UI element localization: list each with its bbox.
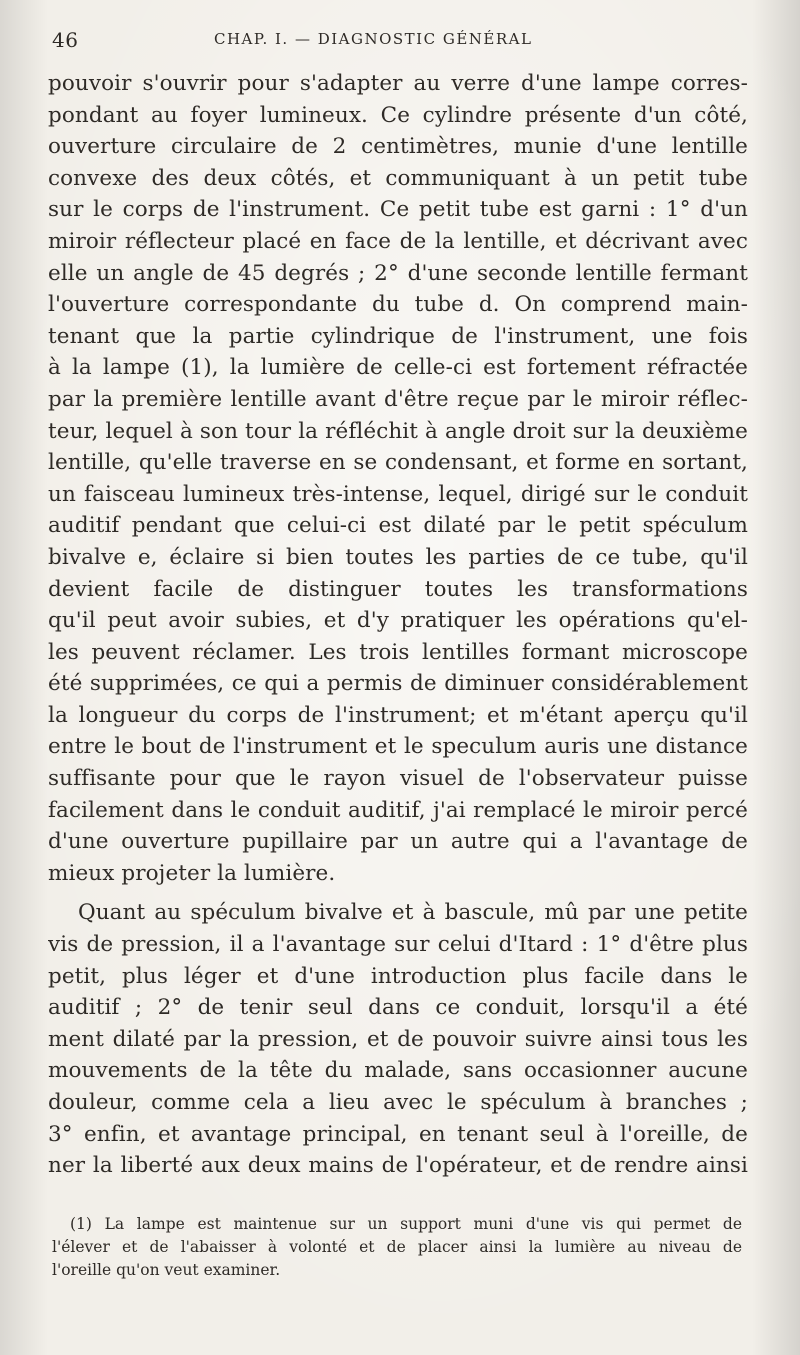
text-line: facilement dans le conduit auditif, j'ai remplacé le miroir percé (48, 797, 748, 823)
text-line: entre le bout de l'instrument et le speculum auris une distance (48, 734, 748, 760)
text-line: lentille, qu'elle traverse en se condensant, et forme en sortant, (48, 450, 748, 476)
paragraph-2 (48, 897, 748, 1181)
text-line: pondant au foyer lumineux. Ce cylindre présente d'un côté, (48, 102, 748, 128)
text-line: pouvoir s'ouvrir pour s'adapter au verre d'une lampe corres- (48, 71, 748, 96)
text-line: devient facile de distinguer toutes les transformations (48, 576, 748, 602)
text-line: l'ouverture correspondante du tube d. On comprend main- (48, 292, 748, 318)
text-line: petit, plus léger et d'une introduction plus facile dans le (48, 963, 748, 989)
text-line: teur, lequel à son tour la réfléchit à angle droit sur la deuxième (48, 418, 748, 444)
footnote-line: (1) La lampe est maintenue sur un support muni d'une vis qui permet de (70, 1215, 742, 1233)
text-line: la longueur du corps de l'instrument; et m'étant aperçu qu'il (48, 702, 748, 728)
text-line: mieux projeter la lumière. (48, 860, 336, 886)
text-line: ment dilaté par la pression, et de pouvoir suivre ainsi tous les (48, 1026, 748, 1052)
footnote-line: l'oreille qu'on veut examiner. (52, 1261, 281, 1279)
text-line: ouverture circulaire de 2 centimètres, munie d'une lentille (48, 134, 748, 160)
text-line: vis de pression, il a l'avantage sur celui d'Itard : 1° d'être plus (48, 932, 748, 958)
body-text (48, 68, 748, 1182)
text-line: 3° enfin, et avantage principal, en tenant seul à l'oreille, de (48, 1121, 748, 1147)
text-line: convexe des deux côtés, et communiquant à un petit tube (48, 165, 748, 191)
text-line: à la lampe (1), la lumière de celle-ci est fortement réfractée (48, 355, 748, 381)
text-line: douleur, comme cela a lieu avec le spéculum à branches ; (48, 1090, 748, 1115)
running-head (52, 28, 742, 58)
text-line: tenant que la partie cylindrique de l'instrument, une fois (48, 323, 748, 349)
text-line: qu'il peut avoir subies, et d'y pratiquer les opérations qu'el- (48, 608, 748, 634)
text-line: auditif pendant que celui-ci est dilaté par le petit spéculum (48, 513, 748, 539)
text-line: elle un angle de 45 degrés ; 2° d'une seconde lentille fermant (48, 260, 748, 286)
text-line: miroir réflecteur placé en face de la lentille, et décrivant avec (48, 228, 748, 254)
text-line: les peuvent réclamer. Les trois lentilles formant microscope (48, 639, 748, 665)
text-line: mouvements de la tête du malade, sans occasionner aucune (48, 1058, 748, 1084)
chapter-title: CHAP. I. — DIAGNOSTIC GÉNÉRAL (214, 30, 533, 48)
text-line: bivalve e, éclaire si bien toutes les parties de ce tube, qu'il (48, 544, 748, 570)
page-number: 46 (52, 28, 79, 52)
text-line: un faisceau lumineux très-intense, lequel, dirigé sur le conduit (48, 481, 748, 507)
footnote-line: l'élever et de l'abaisser à volonté et de placer ainsi la lumière au niveau de (52, 1238, 742, 1256)
text-line: suffisante pour que le rayon visuel de l'observateur puisse (48, 766, 748, 792)
text-line: d'une ouverture pupillaire par un autre qui a l'avantage de (48, 829, 748, 855)
text-line: été supprimées, ce qui a permis de diminuer considérablement (48, 671, 748, 697)
footnote (52, 1213, 742, 1282)
paragraph-1 (48, 68, 748, 889)
paragraph-gap (48, 889, 748, 897)
text-line: par la première lentille avant d'être reçue par le miroir réflec- (48, 386, 748, 412)
text-line: Quant au spéculum bivalve et à bascule, mû par une petite (78, 900, 748, 926)
text-line: sur le corps de l'instrument. Ce petit tube est garni : 1° d'un (48, 197, 748, 223)
text-line: auditif ; 2° de tenir seul dans ce conduit, lorsqu'il a été (48, 995, 748, 1021)
text-line: ner la liberté aux deux mains de l'opérateur, et de rendre ainsi (48, 1153, 748, 1179)
